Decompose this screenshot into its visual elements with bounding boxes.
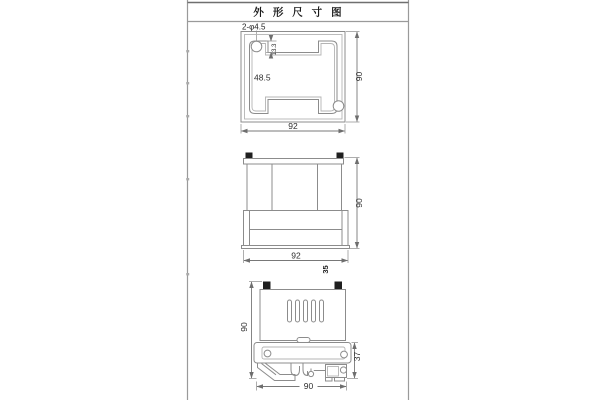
front-width-dimension-label: 92 [291, 250, 301, 261]
front-height-dimension-label: 90 [354, 198, 364, 208]
side-view [239, 282, 362, 392]
side-terminal-left [263, 282, 271, 290]
side-width-dimension-label: 90 [303, 381, 314, 391]
side-clip-height-dimension-label: 37 [352, 351, 362, 362]
top-height-dimension [346, 32, 364, 123]
front-height-dimension [345, 158, 365, 249]
clip-latch-screw [340, 367, 346, 373]
front-view [242, 153, 365, 274]
title-bar [253, 6, 344, 19]
clip-left-wing [258, 363, 296, 381]
clip-slider-knob [297, 338, 310, 343]
side-width-dimension [257, 381, 347, 392]
side-height-dimension-label: 90 [239, 322, 249, 332]
hole-callout-label: 2-φ4.5 [242, 22, 266, 32]
top-width-dimension-label: 92 [288, 121, 298, 131]
mounting-hole-bottom-right [333, 101, 344, 112]
top-opening-dimension-label: 48.5 [254, 72, 271, 83]
ventilation-slots [288, 300, 324, 322]
front-depth-dimension-label: 35 [321, 265, 330, 274]
mounting-hole-top-left [251, 41, 262, 52]
clip-spring [291, 363, 308, 376]
top-notch-dimension-label: 13.3 [272, 43, 278, 56]
front-width-dimension [244, 250, 349, 263]
clip-spring-eyelet [308, 371, 313, 376]
top-width-dimension [241, 121, 345, 134]
plate-screw-right [341, 351, 348, 358]
page-title: 外 形 尺 寸 图 [253, 6, 345, 19]
side-terminal-right [335, 282, 343, 290]
plate-screw-left [264, 350, 271, 357]
top-view [241, 32, 364, 134]
top-height-dimension-label: 90 [354, 71, 364, 82]
din-rail-clip [258, 363, 347, 381]
